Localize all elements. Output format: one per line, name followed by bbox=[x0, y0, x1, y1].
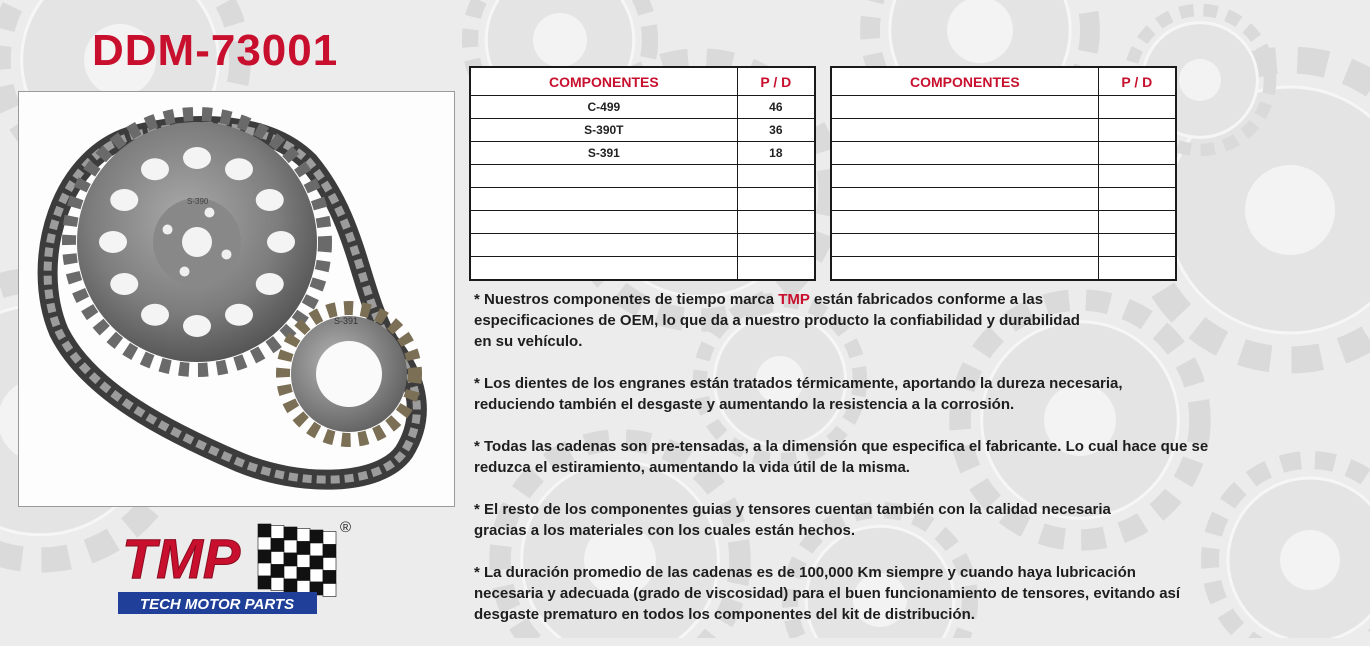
note-pre-tensioned: * Todas las cadenas son pre-tensadas, a la dimensión que especifica el fabricante. Lo cual hace que se reduzca el estiramiento, aumentando la vida útil de la misma. bbox=[474, 438, 1209, 476]
header-pd: P / D bbox=[737, 67, 815, 96]
cell-pd bbox=[1098, 165, 1176, 188]
cell-component: S-390T bbox=[470, 119, 737, 142]
cell-pd bbox=[1098, 188, 1176, 211]
cell-pd: 46 bbox=[737, 96, 815, 119]
note-text: están fabricados conforme a las especificaciones de OEM, lo que da a nuestro producto la confiabilidad y durabilidad en su vehículo. bbox=[474, 291, 1080, 350]
brand-highlight: TMP bbox=[778, 291, 810, 308]
cell-component bbox=[831, 142, 1098, 165]
cell-pd bbox=[1098, 96, 1176, 119]
cell-pd bbox=[737, 165, 815, 188]
cell-pd bbox=[1098, 257, 1176, 281]
note-text: * Nuestros componentes de tiempo marca bbox=[474, 291, 779, 308]
table-row bbox=[470, 211, 815, 234]
feature-notes bbox=[474, 289, 1364, 646]
cell-component bbox=[470, 257, 737, 281]
cell-component bbox=[831, 188, 1098, 211]
header-componentes: COMPONENTES bbox=[831, 67, 1098, 96]
cell-pd bbox=[737, 257, 815, 281]
product-code: DDM-73001 bbox=[92, 26, 339, 75]
header-componentes: COMPONENTES bbox=[470, 67, 737, 96]
cell-pd: 36 bbox=[737, 119, 815, 142]
table-row bbox=[470, 257, 815, 281]
cell-pd bbox=[737, 211, 815, 234]
table-row bbox=[831, 96, 1176, 119]
cell-pd bbox=[1098, 119, 1176, 142]
registered-mark: ® bbox=[340, 519, 352, 536]
table-row bbox=[470, 234, 815, 257]
large-gear bbox=[69, 114, 325, 370]
cell-component bbox=[470, 188, 737, 211]
components-table-left bbox=[469, 66, 816, 281]
header-pd: P / D bbox=[1098, 67, 1176, 96]
table-row bbox=[831, 234, 1176, 257]
logo-wordmark: TMP bbox=[122, 527, 241, 590]
table-row bbox=[831, 257, 1176, 281]
logo-tagline: TECH MOTOR PARTS bbox=[139, 596, 295, 613]
small-gear bbox=[283, 308, 415, 440]
table-row bbox=[831, 188, 1176, 211]
product-photo bbox=[18, 91, 455, 507]
note-heat-treatment: * Los dientes de los engranes están tratados térmicamente, aportando la dureza necesaria, reduciendo también el desgaste y aumentando la resistencia a la corrosión. bbox=[474, 375, 1123, 413]
cell-pd bbox=[1098, 211, 1176, 234]
cell-pd bbox=[1098, 234, 1176, 257]
cell-pd: 18 bbox=[737, 142, 815, 165]
cell-component: C-499 bbox=[470, 96, 737, 119]
cell-component bbox=[831, 211, 1098, 234]
components-table-right bbox=[830, 66, 1177, 281]
table-row bbox=[831, 211, 1176, 234]
cell-component: S-391 bbox=[470, 142, 737, 165]
table-row bbox=[831, 119, 1176, 142]
table-row bbox=[831, 165, 1176, 188]
cell-component bbox=[831, 119, 1098, 142]
table-row bbox=[831, 142, 1176, 165]
cell-pd bbox=[1098, 142, 1176, 165]
cell-component bbox=[470, 211, 737, 234]
note-guides-tensioners: * El resto de los componentes guias y tensores cuentan también con la calidad necesaria gracias a los materiales con los cuales están hechos. bbox=[474, 501, 1111, 539]
table-row bbox=[470, 142, 815, 165]
cell-component bbox=[831, 257, 1098, 281]
table-row bbox=[470, 119, 815, 142]
cell-pd bbox=[737, 188, 815, 211]
cell-pd bbox=[737, 234, 815, 257]
cell-component bbox=[470, 165, 737, 188]
cell-component bbox=[831, 234, 1098, 257]
note-chain-lifespan: * La duración promedio de las cadenas es de 100,000 Km siempre y cuando haya lubricación necesaria y adecuada (grado de viscosidad) para el buen funcionamiento de tensores, evitando así desgaste prematuro en todos los componentes del kit de distribución. bbox=[474, 564, 1181, 623]
checkered-flag-icon bbox=[258, 524, 336, 597]
cell-component bbox=[831, 96, 1098, 119]
table-row bbox=[470, 188, 815, 211]
cell-component bbox=[470, 234, 737, 257]
note-oem-spec bbox=[474, 289, 1364, 352]
table-row bbox=[470, 165, 815, 188]
cell-component bbox=[831, 165, 1098, 188]
brand-logo bbox=[118, 516, 358, 618]
table-row bbox=[470, 96, 815, 119]
small-gear-stamp: S-391 bbox=[334, 316, 359, 326]
large-gear-stamp: S-390 bbox=[187, 197, 209, 206]
